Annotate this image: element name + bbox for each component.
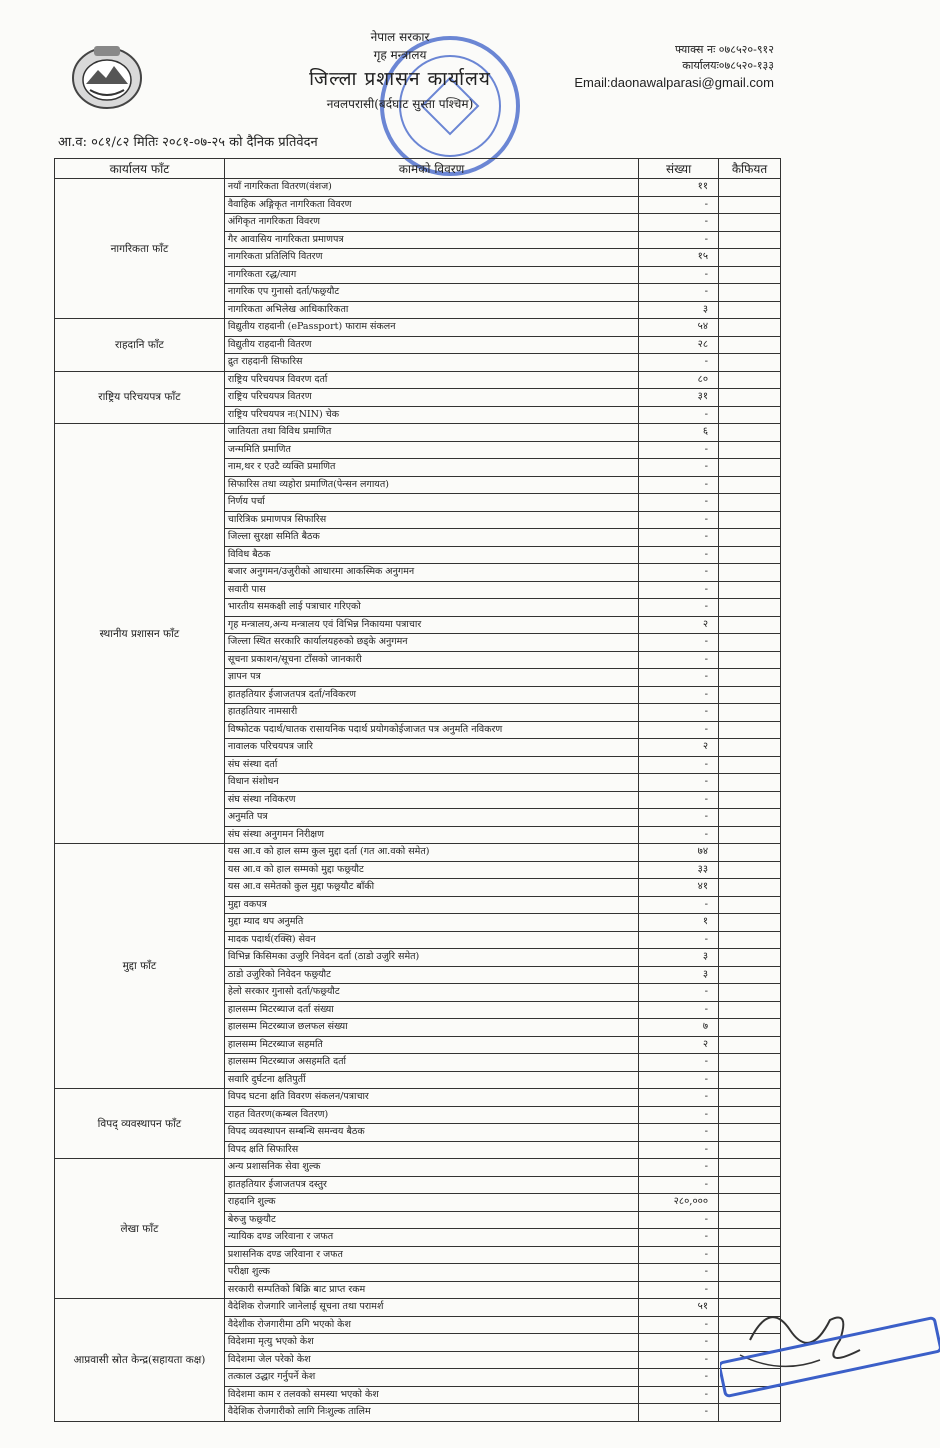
remarks-cell (719, 879, 781, 897)
phone-number: कार्यालयः०७८५२०-१३३ (682, 59, 774, 72)
work-description: राष्ट्रिय परिचयपत्र विवरण दर्ता (224, 371, 638, 389)
work-description: यस आ.व समेतको कुल मुद्दा फछ्र्यौट बाँकी (224, 879, 638, 897)
remarks-cell (719, 511, 781, 529)
work-description: मादक पदार्थ(रक्सि) सेवन (224, 931, 638, 949)
work-description: राष्ट्रिय परिचयपत्र वितरण (224, 389, 638, 407)
report-title: आ.व: ०८१/८२ मितिः २०८१-०७-२५ को दैनिक प्रतिवेदन (58, 135, 318, 150)
work-count: - (639, 511, 719, 529)
remarks-cell (719, 266, 781, 284)
remarks-cell (719, 774, 781, 792)
section-name: लेखा फाँट (55, 1159, 225, 1299)
remarks-cell (719, 756, 781, 774)
work-description: नागरिकता अभिलेख आधिकारिकता (224, 301, 638, 319)
work-count: - (639, 459, 719, 477)
work-count: - (639, 1141, 719, 1159)
work-description: प्रशासनिक दण्ड जरिवाना र जफत (224, 1246, 638, 1264)
remarks-cell (719, 1264, 781, 1282)
work-description: संघ संस्था दर्ता (224, 756, 638, 774)
remarks-cell (719, 389, 781, 407)
work-description: हातहतियार ईजाजतपत्र दस्तुर (224, 1176, 638, 1194)
work-description: राष्ट्रिय परिचयपत्र नः(NIN) चेक (224, 406, 638, 424)
work-description: नागरिक एप गुनासो दर्ता/फछ्र्यौट (224, 284, 638, 302)
work-count: - (639, 476, 719, 494)
work-count: - (639, 1281, 719, 1299)
remarks-cell (719, 1211, 781, 1229)
work-count: १५ (639, 249, 719, 267)
table-row (55, 424, 781, 442)
work-description: हातहतियार ईजाजतपत्र दर्ता/नविकरण (224, 686, 638, 704)
work-count: ८० (639, 371, 719, 389)
fax-number: फ्याक्स नः ०७८५२०-९१२ (674, 43, 774, 56)
remarks-cell (719, 354, 781, 372)
work-count: - (639, 1106, 719, 1124)
section-name: विपद् व्यवस्थापन फाँट (55, 1089, 225, 1159)
remarks-cell (719, 196, 781, 214)
remarks-cell (719, 1054, 781, 1072)
work-count: - (639, 1211, 719, 1229)
remarks-cell (719, 336, 781, 354)
work-count: २८ (639, 336, 719, 354)
remarks-cell (719, 704, 781, 722)
work-count: - (639, 1246, 719, 1264)
work-description: द्रुत राहदानी सिफारिस (224, 354, 638, 372)
remarks-cell (719, 1246, 781, 1264)
work-description: जातियता तथा विविध प्रमाणित (224, 424, 638, 442)
remarks-cell (719, 319, 781, 337)
header-office-section: कार्यालय फाँट (55, 159, 225, 179)
office-location: नवलपरासी(बर्दघाट सुस्ता पश्चिम) (326, 97, 474, 111)
remarks-cell (719, 616, 781, 634)
remarks-cell (719, 1159, 781, 1177)
remarks-cell (719, 949, 781, 967)
daily-report-table (54, 158, 781, 1422)
table-row (55, 179, 781, 197)
work-description: नाम,थर र एउटै व्यक्ति प्रमाणित (224, 459, 638, 477)
remarks-cell (719, 896, 781, 914)
work-description: हालसम्म मिटरब्याज छलफल संख्या (224, 1019, 638, 1037)
work-description: हेलो सरकार गुनासो दर्ता/फछ्र्यौट (224, 984, 638, 1002)
work-count: - (639, 1369, 719, 1387)
work-description: यस आ.व को हाल सम्म कुल मुद्दा दर्ता (गत आ.वको समेत) (224, 844, 638, 862)
remarks-cell (719, 1106, 781, 1124)
work-count: - (639, 669, 719, 687)
work-count: - (639, 774, 719, 792)
remarks-cell (719, 424, 781, 442)
work-description: हालसम्म मिटरब्याज दर्ता संख्या (224, 1001, 638, 1019)
work-count: - (639, 651, 719, 669)
section-name: राहदानि फाँट (55, 319, 225, 372)
work-description: सवारी पास (224, 581, 638, 599)
remarks-cell (719, 966, 781, 984)
work-description: सिफारिस तथा व्यहोरा प्रमाणित(पेन्सन लगायत) (224, 476, 638, 494)
work-count: - (639, 1404, 719, 1422)
remarks-cell (719, 844, 781, 862)
header-remarks: कैफियत (719, 159, 781, 179)
table-body (55, 179, 781, 1422)
work-count: ३ (639, 949, 719, 967)
remarks-cell (719, 1141, 781, 1159)
remarks-cell (719, 581, 781, 599)
remarks-cell (719, 476, 781, 494)
header-work-detail: कामको विवरण (224, 159, 638, 179)
work-description: विदेशमा काम र तलवको समस्या भएको केश (224, 1386, 638, 1404)
work-count: - (639, 529, 719, 547)
remarks-cell (719, 371, 781, 389)
work-description: वैवाहिक अङ्गिकृत नागरिकता विवरण (224, 196, 638, 214)
work-description: सवारि दुर्घटना क्षतिपुर्ती (224, 1071, 638, 1089)
work-count: - (639, 564, 719, 582)
work-count: - (639, 931, 719, 949)
work-description: हालसम्म मिटरब्याज सहमति (224, 1036, 638, 1054)
work-description: विद्युतीय राहदानी (ePassport) फाराम संकलन (224, 319, 638, 337)
work-description: ज्ञापन पत्र (224, 669, 638, 687)
office-name: जिल्ला प्रशासन कार्यालय (309, 68, 491, 90)
work-count: - (639, 214, 719, 232)
remarks-cell (719, 826, 781, 844)
work-description: मुद्दा वकपत्र (224, 896, 638, 914)
table-row (55, 1159, 781, 1177)
work-count: - (639, 704, 719, 722)
remarks-cell (719, 599, 781, 617)
work-description: नागरिकता रद्ध/त्याग (224, 266, 638, 284)
remarks-cell (719, 494, 781, 512)
work-description: नागरिकता प्रतिलिपि वितरण (224, 249, 638, 267)
table-row (55, 1299, 781, 1317)
remarks-cell (719, 441, 781, 459)
work-count: - (639, 284, 719, 302)
work-count: - (639, 1229, 719, 1247)
work-count: - (639, 1089, 719, 1107)
work-count: ६ (639, 424, 719, 442)
section-name: नागरिकता फाँट (55, 179, 225, 319)
work-count: - (639, 686, 719, 704)
work-count: - (639, 406, 719, 424)
work-count: - (639, 826, 719, 844)
work-count: २ (639, 1036, 719, 1054)
work-description: राहदानि शुल्क (224, 1194, 638, 1212)
remarks-cell (719, 669, 781, 687)
remarks-cell (719, 301, 781, 319)
work-description: ठाडो उजुरिको निवेदन फछ्र्यौट (224, 966, 638, 984)
work-description: चारित्रिक प्रमाणपत्र सिफारिस (224, 511, 638, 529)
remarks-cell (719, 861, 781, 879)
work-count: - (639, 1054, 719, 1072)
work-count: - (639, 231, 719, 249)
work-description: परीक्षा शुल्क (224, 1264, 638, 1282)
remarks-cell (719, 546, 781, 564)
section-name: स्थानीय प्रशासन फाँट (55, 424, 225, 844)
work-description: विपद क्षति सिफारिस (224, 1141, 638, 1159)
work-description: विपद घटना क्षति विवरण संकलन/पत्राचार (224, 1089, 638, 1107)
work-description: विपद व्यवस्थापन सम्बन्धि समन्वय बैठक (224, 1124, 638, 1142)
table-row (55, 319, 781, 337)
remarks-cell (719, 634, 781, 652)
nepal-emblem-icon (68, 40, 146, 112)
work-count: - (639, 441, 719, 459)
remarks-cell (719, 791, 781, 809)
work-description: गैर आवासिय नागरिकता प्रमाणपत्र (224, 231, 638, 249)
work-count: - (639, 1334, 719, 1352)
work-count: ७४ (639, 844, 719, 862)
work-description: जिल्ला सुरक्षा समिति बैठक (224, 529, 638, 547)
email-address: Email:daonawalparasi@gmail.com (574, 75, 774, 90)
work-count: - (639, 1316, 719, 1334)
remarks-cell (719, 1001, 781, 1019)
work-count: - (639, 809, 719, 827)
remarks-cell (719, 1176, 781, 1194)
work-description: भारतीय समकक्षी लाई पत्राचार गरिएको (224, 599, 638, 617)
remarks-cell (719, 931, 781, 949)
remarks-cell (719, 651, 781, 669)
remarks-cell (719, 739, 781, 757)
work-description: वैदेशिक रोजगारि जानेलाई सूचना तथा परामर्श (224, 1299, 638, 1317)
remarks-cell (719, 179, 781, 197)
work-count: - (639, 1124, 719, 1142)
work-description: विविध बैठक (224, 546, 638, 564)
work-count: - (639, 634, 719, 652)
work-description: विद्युतीय राहदानी वितरण (224, 336, 638, 354)
work-count: - (639, 354, 719, 372)
work-description: विष्फोटक पदार्थ/घातक रासायनिक पदार्थ प्रयोगकोईजाजत पत्र अनुमति नविकरण (224, 721, 638, 739)
table-row (55, 371, 781, 389)
work-description: निर्णय पर्चा (224, 494, 638, 512)
remarks-cell (719, 249, 781, 267)
work-count: - (639, 1176, 719, 1194)
work-count: - (639, 1001, 719, 1019)
work-description: वैदेशिक रोजगारीको लागि निःशुल्क तालिम (224, 1404, 638, 1422)
work-description: हातहतियार नामसारी (224, 704, 638, 722)
remarks-cell (719, 809, 781, 827)
work-count: १ (639, 914, 719, 932)
work-description: अंगिकृत नागरिकता विवरण (224, 214, 638, 232)
work-description: नावालक परिचयपत्र जारि (224, 739, 638, 757)
remarks-cell (719, 721, 781, 739)
work-description: तत्काल उद्धार गर्नुपर्ने केश (224, 1369, 638, 1387)
work-count: - (639, 581, 719, 599)
work-description: विभिन्न किसिमका उजुरि निवेदन दर्ता (ठाडो उजुरि समेत) (224, 949, 638, 967)
work-description: संघ संस्था नविकरण (224, 791, 638, 809)
work-count: - (639, 1071, 719, 1089)
work-count: - (639, 1386, 719, 1404)
work-description: नयाँ नागरिकता वितरण(वंशज) (224, 179, 638, 197)
work-count: ५१ (639, 1299, 719, 1317)
work-description: अनुमति पत्र (224, 809, 638, 827)
work-count: २ (639, 739, 719, 757)
remarks-cell (719, 284, 781, 302)
work-count: २ (639, 616, 719, 634)
work-description: राहत वितरण(कम्बल वितरण) (224, 1106, 638, 1124)
work-count: ३ (639, 301, 719, 319)
work-description: बजार अनुगमन/उजुरीको आधारमा आकस्मिक अनुगमन (224, 564, 638, 582)
remarks-cell (719, 564, 781, 582)
officer-signature (720, 1280, 940, 1400)
remarks-cell (719, 1089, 781, 1107)
work-count: ७ (639, 1019, 719, 1037)
remarks-cell (719, 1229, 781, 1247)
remarks-cell (719, 686, 781, 704)
work-count: ३३ (639, 861, 719, 879)
work-description: अन्य प्रशासनिक सेवा शुल्क (224, 1159, 638, 1177)
work-description: विदेशमा मृत्यु भएको केश (224, 1334, 638, 1352)
work-count: - (639, 984, 719, 1002)
work-count: ३१ (639, 389, 719, 407)
remarks-cell (719, 1071, 781, 1089)
work-count: - (639, 896, 719, 914)
work-count: ५४ (639, 319, 719, 337)
work-description: विधान संशोधन (224, 774, 638, 792)
table-row (55, 1089, 781, 1107)
table-header-row (55, 159, 781, 179)
remarks-cell (719, 1194, 781, 1212)
remarks-cell (719, 406, 781, 424)
work-count: - (639, 1159, 719, 1177)
work-description: सूचना प्रकाशन/सूचना टाँसको जानकारी (224, 651, 638, 669)
work-description: संघ संस्था अनुगमन निरीक्षण (224, 826, 638, 844)
work-count: ३ (639, 966, 719, 984)
work-count: २८०,००० (639, 1194, 719, 1212)
work-description: विदेशमा जेल परेको केश (224, 1351, 638, 1369)
office-header (260, 28, 540, 114)
remarks-cell (719, 1036, 781, 1054)
gov-name: नेपाल सरकार (370, 30, 430, 44)
section-name: आप्रवासी स्रोत केन्द्र(सहायता कक्ष) (55, 1299, 225, 1422)
remarks-cell (719, 231, 781, 249)
work-description: बेरुजु फछ्र्यौट (224, 1211, 638, 1229)
remarks-cell (719, 1019, 781, 1037)
work-description: न्यायिक दण्ड जरिवाना र जफत (224, 1229, 638, 1247)
remarks-cell (719, 1404, 781, 1422)
work-description: वैदेशीक रोजगारीमा ठगि भएको केश (224, 1316, 638, 1334)
contact-block (574, 42, 774, 92)
work-count: - (639, 494, 719, 512)
work-description: जन्ममिति प्रमाणित (224, 441, 638, 459)
work-description: सरकारी सम्पतिको बिक्रि बाट प्राप्त रकम (224, 1281, 638, 1299)
work-count: ११ (639, 179, 719, 197)
work-count: - (639, 546, 719, 564)
work-description: हालसम्म मिटरब्याज असहमति दर्ता (224, 1054, 638, 1072)
work-count: - (639, 1351, 719, 1369)
ministry-name: गृह मन्त्रालय (373, 48, 427, 62)
remarks-cell (719, 984, 781, 1002)
remarks-cell (719, 459, 781, 477)
work-count: - (639, 721, 719, 739)
work-count: - (639, 791, 719, 809)
section-name: राष्ट्रिय परिचयपत्र फाँट (55, 371, 225, 424)
work-count: - (639, 266, 719, 284)
header-count: संख्या (639, 159, 719, 179)
work-description: यस आ.व को हाल सम्मको मुद्दा फछ्र्यौट (224, 861, 638, 879)
work-description: जिल्ला स्थित सरकारि कार्यालयहरुको छड्के अनुगमन (224, 634, 638, 652)
work-count: - (639, 1264, 719, 1282)
work-count: ४१ (639, 879, 719, 897)
section-name: मुद्दा फाँट (55, 844, 225, 1089)
work-description: गृह मन्त्रालय,अन्य मन्त्रालय एवं विभिन्न निकायमा पत्राचार (224, 616, 638, 634)
remarks-cell (719, 214, 781, 232)
work-count: - (639, 756, 719, 774)
remarks-cell (719, 529, 781, 547)
table-row (55, 844, 781, 862)
work-description: मुद्दा म्याद थप अनुमति (224, 914, 638, 932)
work-count: - (639, 599, 719, 617)
work-count: - (639, 196, 719, 214)
remarks-cell (719, 914, 781, 932)
remarks-cell (719, 1124, 781, 1142)
